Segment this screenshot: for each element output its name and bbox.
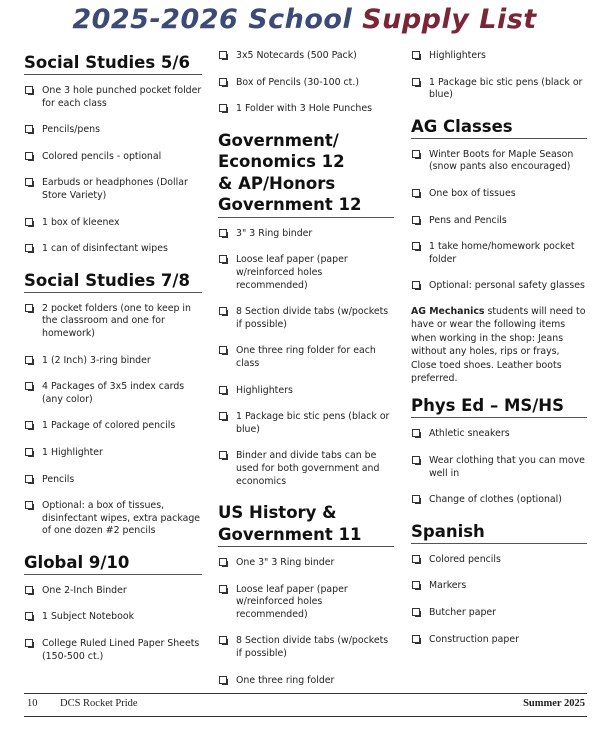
column-2: [218, 50, 394, 701]
list-item: One 3 hole punched pocket folder for each class: [24, 85, 202, 110]
list-item: 1 Folder with 3 Hole Punches: [218, 103, 394, 116]
checkbox-icon: [25, 382, 33, 390]
checkbox-icon: [219, 585, 227, 593]
checkbox-icon: [219, 558, 227, 566]
checkbox-icon: [412, 581, 420, 589]
section-us-history-government-11: [218, 502, 394, 687]
list-item: 3" 3 Ring binder: [218, 228, 394, 241]
list-item: Optional: a box of tissues, disinfectant wipes, extra package of one dozen #2 pencils: [24, 500, 202, 538]
section-heading: US History & Government 11: [218, 502, 394, 547]
checkbox-icon: [412, 150, 420, 158]
section-heading: Social Studies 5/6: [24, 52, 202, 75]
list-item: 4 Packages of 3x5 index cards (any color): [24, 381, 202, 406]
list-item: 1 Package of colored pencils: [24, 420, 202, 433]
list-item: 1 box of kleenex: [24, 217, 202, 230]
list-item: College Ruled Lined Paper Sheets (150-500 ct.): [24, 638, 202, 663]
checkbox-icon: [219, 255, 227, 263]
list-item: One box of tissues: [411, 188, 587, 201]
list-item: Change of clothes (optional): [411, 494, 587, 507]
list-item: 1 Subject Notebook: [24, 611, 202, 624]
list-item: Loose leaf paper (paper w/reinforced holes recommended): [218, 254, 394, 292]
list-item: 1 Package bic stic pens (black or blue): [411, 77, 587, 102]
list-item: Highlighters: [411, 50, 587, 63]
checkbox-icon: [219, 676, 227, 684]
checkbox-icon: [25, 218, 33, 226]
list-item: Construction paper: [411, 634, 587, 647]
list-item: One 2-Inch Binder: [24, 585, 202, 598]
list-item: Wear clothing that you can move well in: [411, 455, 587, 480]
list-item: Pencils/pens: [24, 124, 202, 137]
checkbox-icon: [25, 448, 33, 456]
checkbox-icon: [219, 451, 227, 459]
list-item: Optional: personal safety glasses: [411, 280, 587, 293]
checkbox-icon: [219, 636, 227, 644]
checkbox-icon: [219, 78, 227, 86]
checkbox-icon: [25, 586, 33, 594]
list-item: Pens and Pencils: [411, 215, 587, 228]
checkbox-icon: [412, 281, 420, 289]
checkbox-icon: [25, 152, 33, 160]
section-heading: Social Studies 7/8: [24, 270, 202, 293]
column-1: [24, 50, 202, 677]
page-footer: [24, 693, 587, 717]
column-3: [411, 50, 587, 660]
list-item: Pencils: [24, 474, 202, 487]
checkbox-icon: [412, 635, 420, 643]
list-item: 2 pocket folders (one to keep in the classroom and one for homework): [24, 303, 202, 341]
checkbox-icon: [25, 421, 33, 429]
list-item: Highlighters: [218, 385, 394, 398]
title-part-2: Supply List: [362, 4, 537, 35]
list-item: 3x5 Notecards (500 Pack): [218, 50, 394, 63]
list-item: Colored pencils - optional: [24, 151, 202, 164]
list-item: Athletic sneakers: [411, 428, 587, 441]
checkbox-icon: [25, 475, 33, 483]
issue-season: Summer 2025: [523, 698, 585, 709]
checkbox-icon: [219, 346, 227, 354]
ag-mechanics-note: AG Mechanics students will need to have or wear the following items when working in the shop: Jeans without any holes, rips or frays, Close toed shoes. Leather boots preferred.: [411, 305, 586, 384]
section-phys-ed: [411, 395, 587, 506]
list-item: One 3" 3 Ring binder: [218, 557, 394, 570]
title-part-1: 2025-2026 School: [72, 4, 353, 35]
section-social-studies-5-6: [24, 52, 202, 256]
checkbox-icon: [219, 412, 227, 420]
page-number: 10: [27, 698, 38, 709]
checkbox-icon: [25, 612, 33, 620]
checkbox-icon: [219, 307, 227, 315]
section-spanish: [411, 521, 587, 646]
list-item: Colored pencils: [411, 554, 587, 567]
checkbox-icon: [412, 495, 420, 503]
publication-name: DCS Rocket Pride: [60, 698, 138, 709]
list-item: 8 Section divide tabs (w/pockets if possible): [218, 306, 394, 331]
checkbox-icon: [412, 189, 420, 197]
list-item: 1 Package bic stic pens (black or blue): [218, 411, 394, 436]
checkbox-icon: [412, 456, 420, 464]
section-heading: Phys Ed – MS/HS: [411, 395, 587, 418]
list-item: Butcher paper: [411, 607, 587, 620]
checkbox-icon: [412, 555, 420, 563]
list-item: 1 take home/homework pocket folder: [411, 241, 587, 266]
section-heading: Global 9/10: [24, 552, 202, 575]
section-heading: Government/ Economics 12 & AP/Honors Government 12: [218, 130, 394, 218]
checkbox-icon: [219, 51, 227, 59]
checkbox-icon: [412, 78, 420, 86]
checkbox-icon: [219, 386, 227, 394]
list-item: Earbuds or headphones (Dollar Store Variety): [24, 177, 202, 202]
checkbox-icon: [412, 51, 420, 59]
section-heading: Spanish: [411, 521, 587, 544]
list-item: Winter Boots for Maple Season (snow pants also encouraged): [411, 149, 587, 174]
section-social-studies-7-8: [24, 270, 202, 538]
checkbox-icon: [25, 356, 33, 364]
list-item: 1 can of disinfectant wipes: [24, 243, 202, 256]
checkbox-icon: [25, 501, 33, 509]
section-ag-classes: [411, 116, 587, 386]
section-heading: AG Classes: [411, 116, 587, 139]
checkbox-icon: [412, 216, 420, 224]
checkbox-icon: [25, 125, 33, 133]
checkbox-icon: [25, 304, 33, 312]
section-continued-supplies: [218, 50, 394, 116]
checkbox-icon: [25, 639, 33, 647]
checkbox-icon: [25, 86, 33, 94]
checkbox-icon: [25, 178, 33, 186]
section-government-economics-12: [218, 130, 394, 488]
list-item: 1 Highlighter: [24, 447, 202, 460]
list-item: 8 Section divide tabs (w/pockets if possible): [218, 635, 394, 660]
page-title: [0, 4, 609, 35]
checkbox-icon: [219, 229, 227, 237]
checkbox-icon: [412, 242, 420, 250]
list-item: 1 (2 Inch) 3-ring binder: [24, 355, 202, 368]
checkbox-icon: [219, 104, 227, 112]
section-global-9-10: [24, 552, 202, 663]
list-item: Box of Pencils (30-100 ct.): [218, 77, 394, 90]
checkbox-icon: [25, 244, 33, 252]
list-item: Loose leaf paper (paper w/reinforced holes recommended): [218, 584, 394, 622]
list-item: Markers: [411, 580, 587, 593]
checkbox-icon: [412, 429, 420, 437]
list-item: One three ring folder: [218, 675, 394, 688]
section-continued-supplies: [411, 50, 587, 102]
list-item: Binder and divide tabs can be used for both government and economics: [218, 450, 394, 488]
list-item: One three ring folder for each class: [218, 345, 394, 370]
checkbox-icon: [412, 608, 420, 616]
